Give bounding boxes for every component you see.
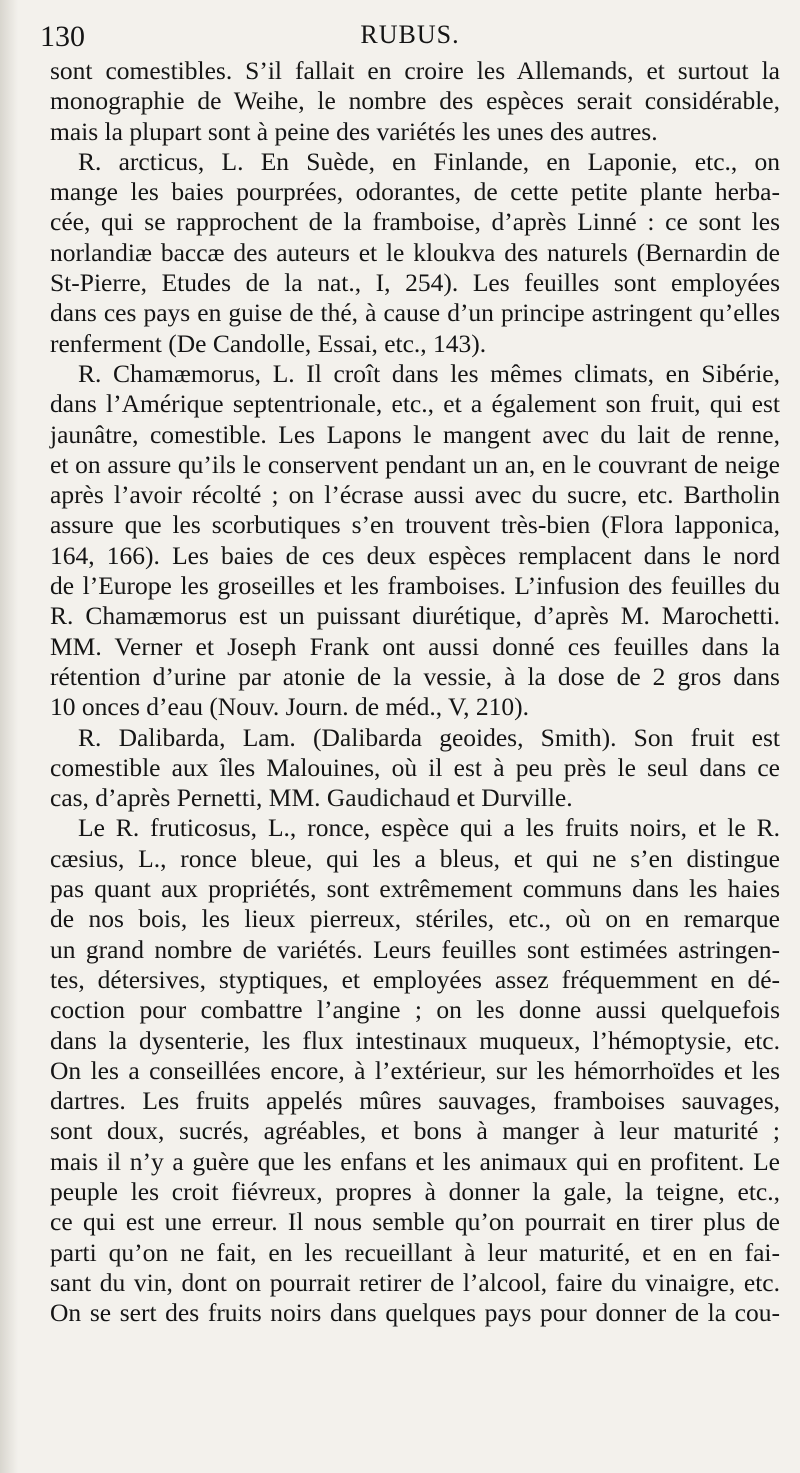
text-line: St-Pierre, Etudes de la nat., I, 254). Les feuilles sont employées — [50, 268, 780, 298]
text-line: de l’Europe les groseilles et les framboises. L’infusion des feuilles du — [50, 571, 780, 601]
text-line: coction pour combattre l’angine ; on les donne aussi quelquefois — [50, 995, 780, 1025]
text-line: assure que les scorbutiques s’en trouvent très-bien (Flora lapponica, — [50, 510, 780, 540]
text-line: ce qui est une erreur. Il nous semble qu’on pourrait en tirer plus de — [50, 1207, 780, 1237]
text-line: mais il n’y a guère que les enfans et les animaux qui en profitent. Le — [50, 1146, 780, 1176]
text-line: mange les baies pourprées, odorantes, de cette petite plante herba- — [50, 177, 780, 207]
text-line: tes, détersives, styptiques, et employées assez fréquemment en dé- — [50, 964, 780, 994]
text-line: renferment (De Candolle, Essai, etc., 143). — [50, 328, 487, 358]
text-line: sont comestibles. S’il fallait en croire les Allemands, et surtout la — [50, 56, 780, 85]
text-line: R. Chamæmorus est un puissant diurétique, d’après M. Marochetti. — [50, 601, 780, 631]
text-line: R. arcticus, L. En Suède, en Finlande, en Laponie, etc., on — [78, 146, 780, 176]
text-line: cas, d’après Pernetti, MM. Gaudichaud et Durville. — [50, 783, 573, 813]
text-line: cæsius, L., ronce bleue, qui les a bleus, et qui ne s’en distingue — [50, 843, 780, 873]
text-line: 164, 166). Les baies de ces deux espèces remplacent dans le nord — [50, 540, 780, 570]
text-line: après l’avoir récolté ; on l’écrase aussi avec du sucre, etc. Bartholin — [50, 480, 780, 510]
text-line: mais la plupart sont à peine des variétés les unes des autres. — [50, 116, 658, 146]
text-line: de nos bois, les lieux pierreux, stériles, etc., où on en remarque — [50, 904, 780, 934]
text-line: sant du vin, dont on pourrait retirer de l’alcool, faire du vinaigre, etc. — [50, 1267, 780, 1297]
text-line: cée, qui se rapprochent de la framboise, d’après Linné : ce sont les — [50, 207, 780, 237]
text-line: monographie de Weihe, le nombre des espèces serait considérable, — [50, 86, 780, 116]
text-line: dans ces pays en guise de thé, à cause d’un principe astringent qu’elles — [50, 298, 780, 328]
text-line: un grand nombre de variétés. Leurs feuilles sont estimées astringen- — [50, 934, 780, 964]
text-line: 10 onces d’eau (Nouv. Journ. de méd., V, 210). — [50, 692, 529, 722]
body-text — [50, 56, 780, 1328]
page-gutter-shadow — [0, 0, 18, 1473]
text-line: Le R. fruticosus, L., ronce, espèce qui a les fruits noirs, et le R. — [78, 813, 780, 843]
text-line: MM. Verner et Joseph Frank ont aussi donné ces feuilles dans la — [50, 631, 780, 661]
text-line: peuple les croit fiévreux, propres à donner la gale, la teigne, etc., — [50, 1176, 780, 1206]
text-line: R. Chamæmorus, L. Il croît dans les mêmes climats, en Sibérie, — [78, 358, 780, 388]
text-line: rétention d’urine par atonie de la vessie, à la dose de 2 gros dans — [50, 661, 780, 691]
text-line: parti qu’on ne fait, en les recueillant à leur maturité, et en en fai- — [50, 1237, 780, 1267]
text-line: norlandiæ baccæ des auteurs et le kloukva des naturels (Bernardin de — [50, 237, 780, 267]
text-line: dans la dysenterie, les flux intestinaux muqueux, l’hémoptysie, etc. — [50, 1025, 780, 1055]
text-line: On les a conseillées encore, à l’extérieur, sur les hémorrhoïdes et les — [50, 1055, 780, 1085]
text-line: On se sert des fruits noirs dans quelques pays pour donner de la cou- — [50, 1298, 780, 1328]
page-header — [40, 14, 780, 54]
text-line: pas quant aux propriétés, sont extrêmement communs dans les haies — [50, 874, 780, 904]
text-line: jaunâtre, comestible. Les Lapons le mangent avec du lait de renne, — [50, 419, 780, 449]
text-line: sont doux, sucrés, agréables, et bons à manger à leur maturité ; — [50, 1116, 780, 1146]
text-line: dans l’Amérique septentrionale, etc., et a également son fruit, qui est — [50, 389, 780, 419]
text-line: R. Dalibarda, Lam. (Dalibarda geoides, Smith). Son fruit est — [78, 722, 780, 752]
text-line: dartres. Les fruits appelés mûres sauvages, framboises sauvages, — [50, 1086, 780, 1116]
text-line: et on assure qu’ils le conservent pendant un an, en le couvrant de neige — [50, 449, 780, 479]
running-head: RUBUS. — [360, 20, 460, 49]
text-line: comestible aux îles Malouines, où il est à peu près le seul dans ce — [50, 752, 780, 782]
page-number: 130 — [40, 20, 85, 53]
